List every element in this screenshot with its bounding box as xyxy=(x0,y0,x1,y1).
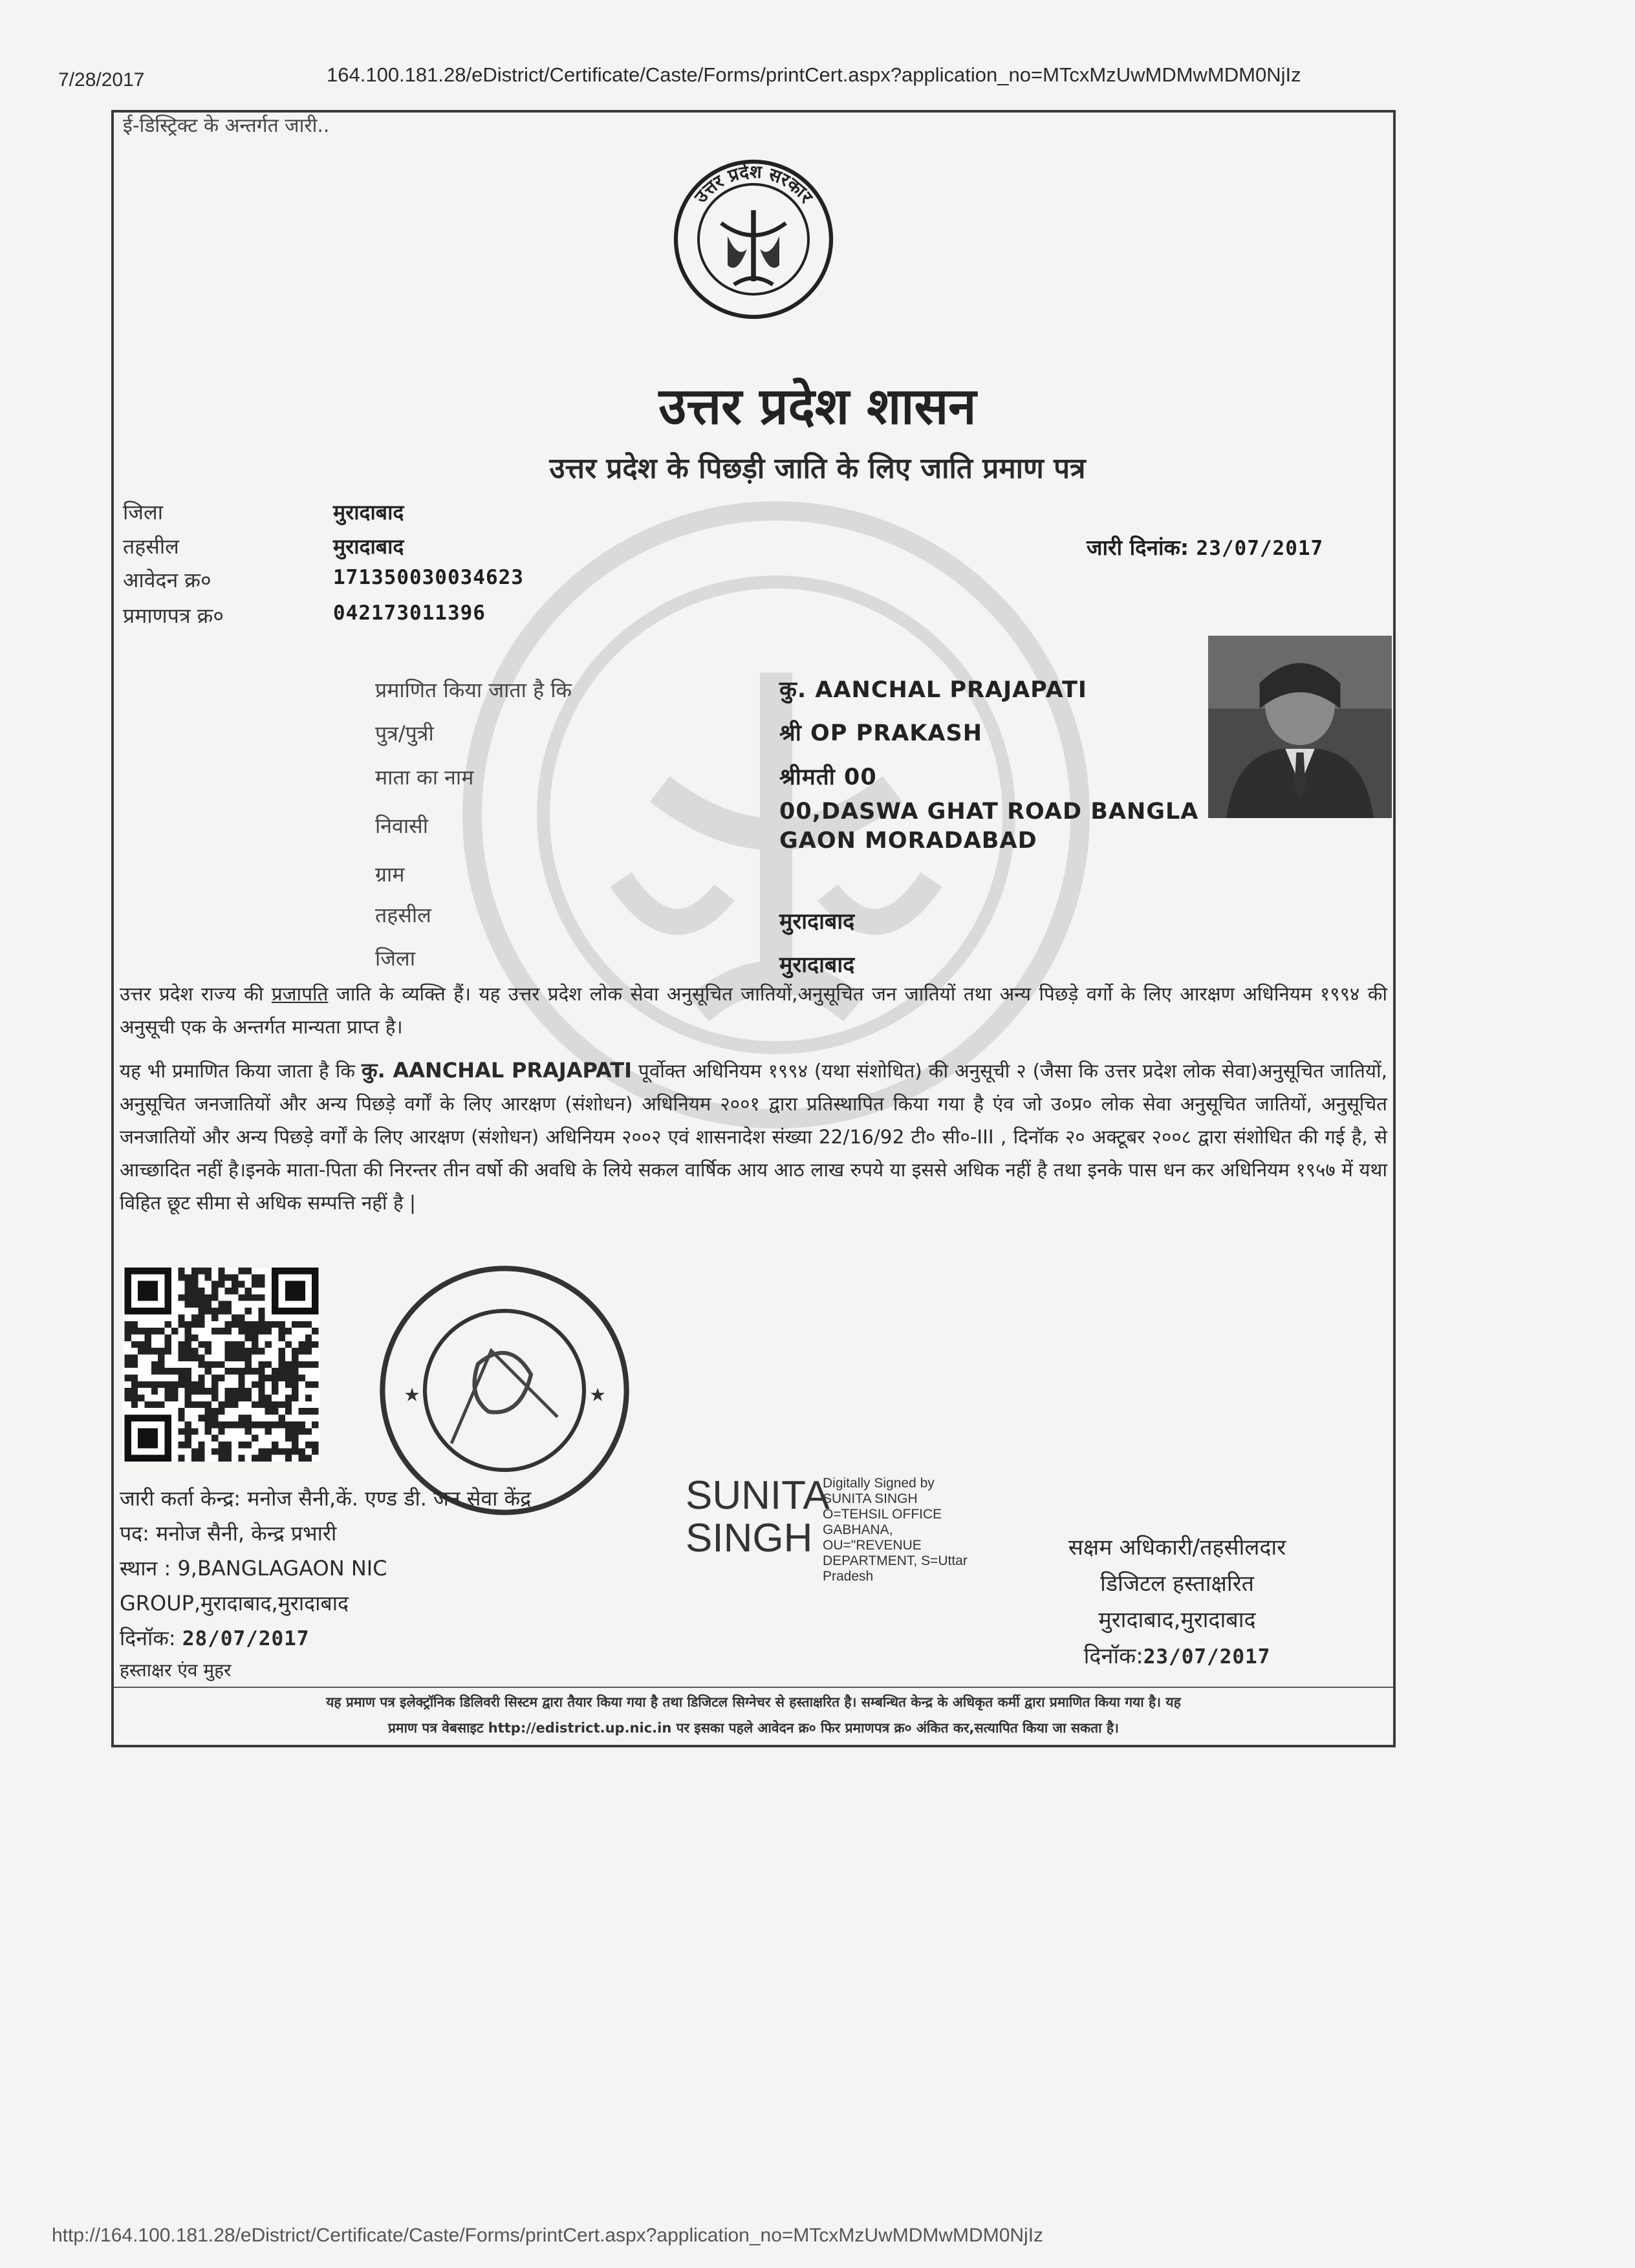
meta-district-value: मुरादाबाद xyxy=(333,500,404,524)
authority-block xyxy=(996,1529,1358,1675)
print-date: 7/28/2017 xyxy=(58,69,145,91)
authority-title: सक्षम अधिकारी/तहसीलदार xyxy=(1068,1535,1286,1561)
footnote-line2: प्रमाण पत्र वेबसाइट http://edistrict.up.nic.in पर इसका पहले आवेदन क्र० फिर प्रमाणपत्र क्र० अंकित कर,सत्यापित किया जा सकता है। xyxy=(387,1720,1120,1736)
certificate-paragraph-2 xyxy=(120,1054,1387,1220)
mother-label: माता का नाम xyxy=(375,765,474,790)
authority-date-label: दिनॉक: xyxy=(1083,1643,1143,1669)
print-url: 164.100.181.28/eDistrict/Certificate/Caste/Forms/printCert.aspx?application_no=MTcxMzUwMDMwMDM0NjIz xyxy=(327,63,1301,86)
paragraph-2-text-end: पूर्वोक्त अधिनियम १९९४ (यथा संशोधित) की अनुसूची २ (जैसा कि उत्तर प्रदेश लोक सेवा)अनुसूचित जातियों, अनुसूचित जनजातियों और अन्य पिछड़े वर्गों के लिए आरक्षण (संशोधन) अधिनियम २००१ द्वारा प्रतिस्थापित किया गया है एंव जो उ०प्र० लोक सेवा अनुसूचित जातियों, अनुसूचित जनजातियों और अन्य पिछड़े वर्गों के लिए आरक्षण (संशोधन) अधिनियम २००२ एवं शासनादेश संख्या 22/16/92 टी० सी०-III , दिनॉक २० अक्टूबर २००८ द्वारा संशोधित की गई है, से आच्छादित नहीं है।इनके माता-पिता की निरन्तर तीन वर्षो की अवधि के लिये सकल वार्षिक आय आठ लाख रुपये या इससे अधिक नहीं है तथा इनके पास धन कर अधिनियम १९५७ में यथा विहित छूट सीमा से अधिक सम्पत्ति नहीं है | xyxy=(120,1060,1387,1214)
signer-name-line2: SINGH xyxy=(686,1516,813,1561)
meta-certificate-value: 042173011396 xyxy=(333,601,486,625)
signature-detail-line: OU="REVENUE xyxy=(823,1538,922,1553)
digital-signature xyxy=(686,1474,830,1560)
meta-application-value: 171350030034623 xyxy=(333,566,524,589)
signer-name-line1: SUNITA xyxy=(686,1473,830,1518)
field-district-value: मुरादाबाद xyxy=(779,952,855,978)
field-tehsil-label: तहसील xyxy=(375,903,431,927)
issue-date-value: 23/07/2017 xyxy=(1196,537,1324,560)
issuer-post: पद: मनोज सैनी, केन्द्र प्रभारी xyxy=(120,1521,337,1546)
certified-value: कु. AANCHAL PRAJAPATI xyxy=(779,677,1087,703)
child-of-value: श्री OP PRAKASH xyxy=(779,720,983,746)
field-tehsil-value: मुरादाबाद xyxy=(779,909,855,934)
digital-signature-details xyxy=(823,1476,968,1584)
page-title: उत्तर प्रदेश शासन xyxy=(658,378,977,436)
paragraph-2-applicant-name: कु. AANCHAL PRAJAPATI xyxy=(362,1058,633,1083)
signature-detail-line: SUNITA SINGH xyxy=(823,1491,918,1506)
issue-date xyxy=(1087,532,1323,561)
paragraph-1-text-start: उत्तर प्रदेश राज्य की xyxy=(120,983,272,1005)
up-state-emblem-icon xyxy=(673,158,834,320)
signature-detail-line: O=TEHSIL OFFICE xyxy=(823,1507,942,1522)
signature-detail-line: DEPARTMENT, S=Uttar xyxy=(823,1553,968,1568)
caste-name: प्रजापति xyxy=(271,983,329,1005)
issuer-place-line1: स्थान : 9,BANGLAGAON NIC xyxy=(120,1556,387,1581)
issuer-date-value: 28/07/2017 xyxy=(182,1627,310,1650)
meta-tehsil-label: तहसील xyxy=(123,534,179,559)
authority-signed: डिजिटल हस्ताक्षरित xyxy=(1100,1571,1254,1597)
issuer-center: जारी कर्ता केन्द्र: मनोज सैनी,कें. एण्ड डी. जन सेवा केंद्र xyxy=(120,1486,532,1511)
emblem-ring-text: उत्तर प्रदेश सरकार xyxy=(690,161,817,208)
authority-date-value: 23/07/2017 xyxy=(1143,1645,1271,1669)
meta-application-label: आवेदन क्र० xyxy=(123,568,211,592)
signature-detail-line: GABHANA, xyxy=(823,1522,893,1537)
footnote-divider xyxy=(114,1687,1393,1688)
issue-date-label: जारी दिनांक: xyxy=(1087,535,1189,560)
meta-tehsil-value: मुरादाबाद xyxy=(333,534,404,559)
signature-detail-line: Digitally Signed by xyxy=(823,1476,935,1491)
issued-under-note: ई-डिस्ट्रिक्ट के अन्तर्गत जारी.. xyxy=(123,114,330,137)
print-footer-url: http://164.100.181.28/eDistrict/Certificate/Caste/Forms/printCert.aspx?application_no=MTcxMzUwMDMwMDM0NjIz xyxy=(52,2225,1044,2246)
issuer-date xyxy=(120,1621,531,1656)
field-district-label: जिला xyxy=(375,946,416,971)
svg-text:★: ★ xyxy=(404,1383,420,1406)
issuer-block xyxy=(120,1481,531,1685)
authority-place: मुरादाबाद,मुरादाबाद xyxy=(1098,1607,1256,1633)
issuer-signature-label: हस्ताक्षर एंव मुहर xyxy=(120,1659,232,1681)
paragraph-2-text-start: यह भी प्रमाणित किया जाता है कि xyxy=(120,1060,362,1082)
resident-label: निवासी xyxy=(375,814,429,838)
footnote xyxy=(116,1689,1391,1741)
svg-text:★: ★ xyxy=(589,1383,606,1406)
certified-label: प्रमाणित किया जाता है कि xyxy=(375,678,572,702)
meta-certificate-label: प्रमाणपत्र क्र० xyxy=(123,603,224,628)
meta-district-label: जिला xyxy=(123,500,164,524)
resident-value-line1: 00,DASWA GHAT ROAD BANGLA xyxy=(779,799,1199,825)
certificate-paragraph-1 xyxy=(120,978,1387,1044)
mother-value: श्रीमती 00 xyxy=(779,764,877,790)
footnote-line1: यह प्रमाण पत्र इलेक्ट्रॉनिक डिलिवरी सिस्टम द्वारा तैयार किया गया है तथा डिजिटल सिग्नेचर से हस्ताक्षरित है। सम्बन्धित केन्द्र के अधिकृत कर्मी द्वारा प्रमाणित किया गया है। यह xyxy=(326,1694,1181,1710)
paragraph-1-text-end: जाति के व्यक्ति हैं। यह उत्तर प्रदेश लोक सेवा अनुसूचित जातियों,अनुसूचित जन जातियों तथा अन्य पिछड़े वर्गो के लिए आरक्षण अधिनियम १९९४ की अनुसूची एक के अन्तर्गत मान्यता प्राप्त है। xyxy=(120,983,1388,1038)
authority-date xyxy=(996,1638,1358,1675)
child-of-label: पुत्र/पुत्री xyxy=(375,721,434,746)
applicant-photo-icon xyxy=(1208,636,1392,818)
village-label: ग्राम xyxy=(375,862,405,887)
page-subtitle: उत्तर प्रदेश के पिछड़ी जाति के लिए जाति प्रमाण पत्र xyxy=(549,452,1086,485)
issuer-place-line2: GROUP,मुरादाबाद,मुरादाबाद xyxy=(120,1591,349,1615)
signature-detail-line: Pradesh xyxy=(823,1569,874,1584)
qr-code-icon xyxy=(123,1268,320,1462)
resident-value-line2: GAON MORADABAD xyxy=(779,828,1037,854)
issuer-date-label: दिनॉक: xyxy=(120,1626,176,1650)
